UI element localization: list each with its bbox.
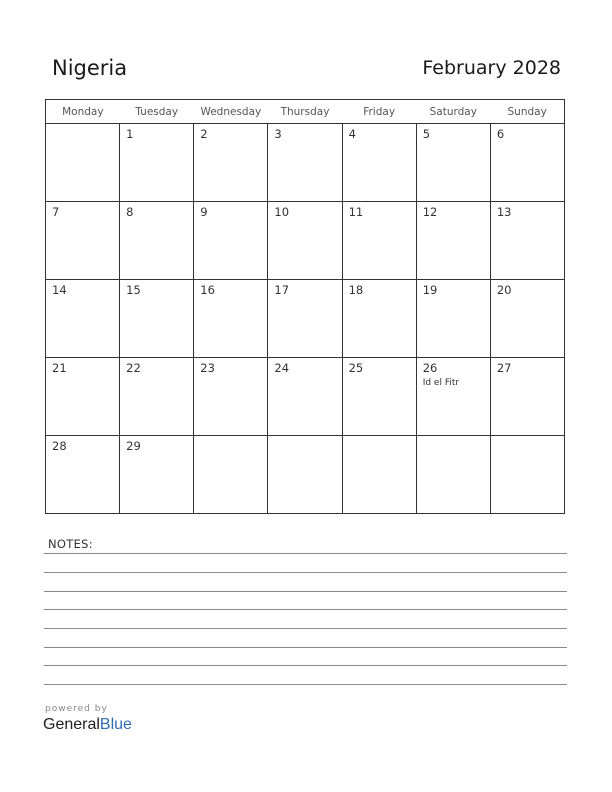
day-cell [490, 436, 564, 514]
day-cell [120, 280, 194, 358]
day-number: 5 [422, 127, 431, 141]
weekday-header-row [46, 100, 565, 124]
day-cell [416, 358, 490, 436]
day-number: 24 [274, 361, 290, 375]
notes-line [44, 609, 567, 610]
day-number: 17 [274, 283, 290, 297]
day-number: 9 [200, 205, 208, 219]
day-cell [194, 124, 268, 202]
day-number: 15 [126, 283, 141, 297]
day-number: 6 [496, 127, 505, 141]
day-number: 1 [126, 127, 134, 141]
weekday-friday: Friday [342, 100, 416, 124]
day-number: 14 [52, 283, 67, 297]
day-number [46, 124, 119, 128]
day-cell [416, 124, 490, 202]
day-number: 7 [52, 205, 60, 219]
day-cell [120, 124, 194, 202]
day-cell [46, 202, 120, 280]
day-number: 12 [422, 205, 438, 219]
week-row [46, 280, 565, 358]
day-number [417, 436, 490, 440]
notes-line [44, 553, 567, 554]
brand-logo[interactable] [43, 716, 132, 734]
day-number: 13 [496, 205, 512, 219]
weekday-wednesday: Wednesday [194, 100, 268, 124]
day-number [268, 436, 341, 440]
day-cell [342, 358, 416, 436]
week-row [46, 202, 565, 280]
day-cell [342, 436, 416, 514]
day-cell [490, 358, 564, 436]
day-cell [268, 202, 342, 280]
day-cell [120, 358, 194, 436]
day-cell [194, 436, 268, 514]
day-number: 23 [200, 361, 215, 375]
calendar-grid [45, 99, 565, 514]
day-number [194, 436, 267, 440]
brand-logo-blue: Blue [99, 716, 132, 733]
day-number: 8 [126, 205, 134, 219]
notes-line [44, 591, 567, 592]
week-row [46, 436, 565, 514]
day-number: 10 [274, 205, 290, 219]
day-number: 2 [200, 127, 208, 141]
day-cell [342, 280, 416, 358]
day-cell [268, 280, 342, 358]
day-number: 25 [348, 361, 364, 375]
day-cell [416, 202, 490, 280]
day-cell [490, 202, 564, 280]
day-cell [46, 436, 120, 514]
holiday-label: Id el Fitr [422, 377, 460, 388]
weekday-tuesday: Tuesday [120, 100, 194, 124]
day-cell [194, 202, 268, 280]
day-cell [490, 124, 564, 202]
brand-logo-general: General [43, 716, 100, 733]
day-cell [268, 124, 342, 202]
day-number: 28 [52, 439, 67, 453]
day-cell [46, 124, 120, 202]
day-number: 20 [496, 283, 512, 297]
day-cell [268, 436, 342, 514]
notes-line [44, 665, 567, 666]
country-title: Nigeria [52, 56, 128, 80]
powered-by-text: powered by [45, 704, 108, 714]
notes-line [44, 572, 567, 573]
day-cell [194, 280, 268, 358]
day-cell [120, 436, 194, 514]
day-number: 22 [126, 361, 141, 375]
day-cell [120, 202, 194, 280]
notes-line [44, 647, 567, 648]
day-cell [342, 202, 416, 280]
weekday-sunday: Sunday [490, 100, 564, 124]
day-number: 21 [52, 361, 67, 375]
day-cell [416, 436, 490, 514]
notes-line [44, 628, 567, 629]
day-cell [194, 358, 268, 436]
weekday-saturday: Saturday [416, 100, 490, 124]
day-number: 18 [348, 283, 364, 297]
weekday-thursday: Thursday [268, 100, 342, 124]
day-number: 27 [496, 361, 512, 375]
day-number: 19 [422, 283, 438, 297]
day-number [343, 436, 416, 440]
month-title: February 2028 [422, 57, 561, 79]
week-row [46, 358, 565, 436]
day-number: 3 [274, 127, 282, 141]
day-number: 26 [422, 361, 438, 375]
day-number: 11 [348, 205, 364, 219]
day-number: 4 [348, 127, 356, 141]
day-number: 29 [126, 439, 141, 453]
day-number [491, 436, 564, 440]
day-cell [490, 280, 564, 358]
weekday-monday: Monday [46, 100, 120, 124]
day-cell [268, 358, 342, 436]
week-row [46, 124, 565, 202]
day-number: 16 [200, 283, 215, 297]
day-cell [46, 280, 120, 358]
day-cell [46, 358, 120, 436]
notes-line [44, 684, 567, 685]
day-cell [342, 124, 416, 202]
day-cell [416, 280, 490, 358]
notes-label: NOTES: [48, 537, 93, 551]
